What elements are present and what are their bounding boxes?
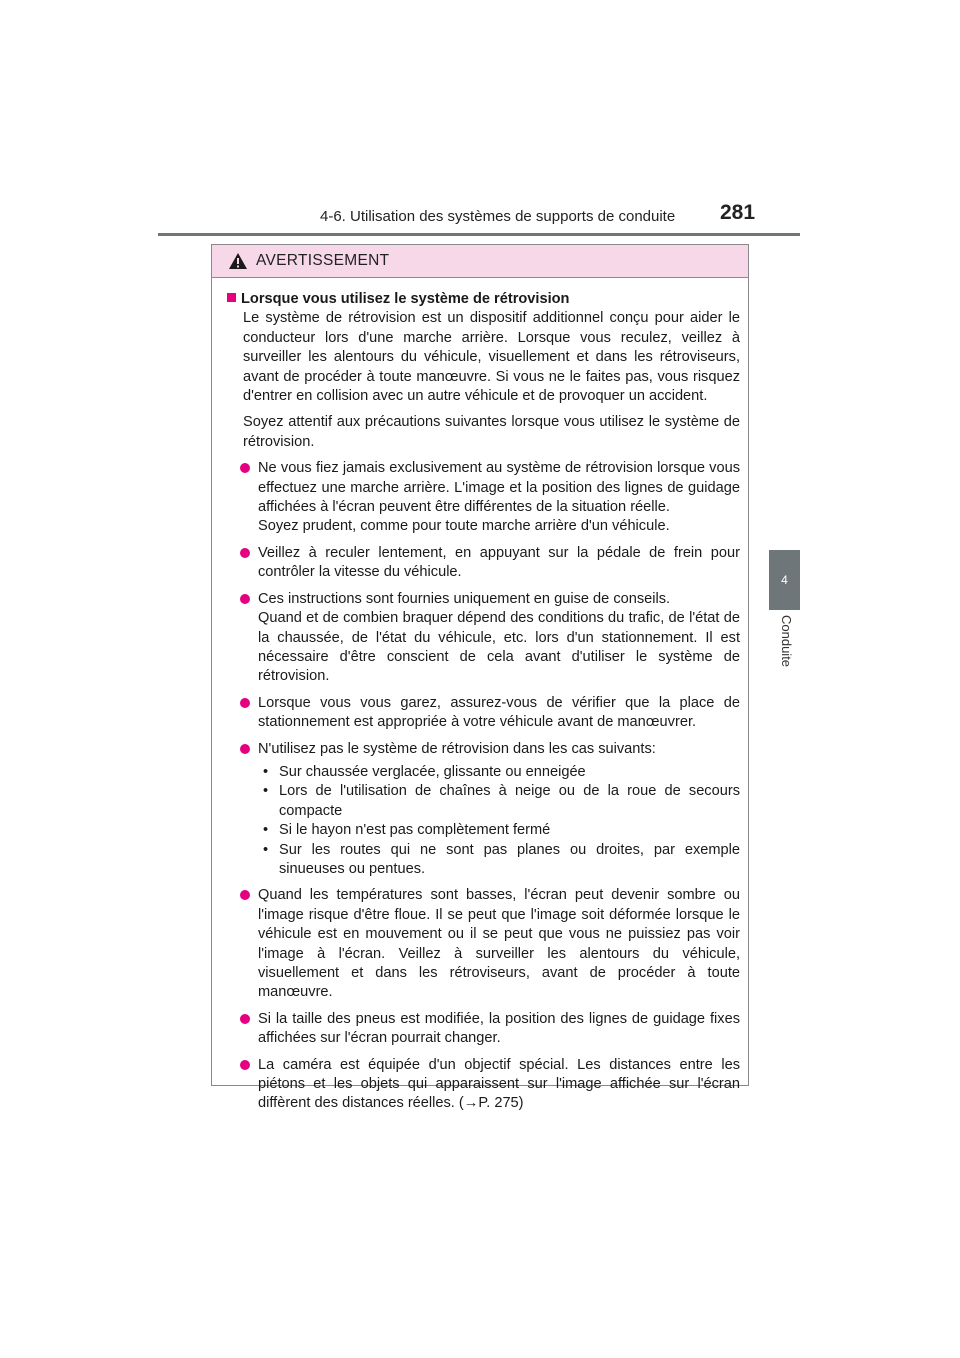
list-item [227,459,740,537]
sub-list-item-text: Sur chaussée verglacée, glissante ou enneigée [279,763,586,780]
list-item-text: Ces instructions sont fournies uniquement en guise de conseils. [258,590,671,607]
list-item-text: Si la taille des pneus est modifiée, la position des lignes de guidage fixes affichées sur l'écran pourrait changer. [258,1010,740,1047]
list-item [227,590,740,687]
list-item [227,740,740,880]
list-item-text: Ne vous fiez jamais exclusivement au système de rétrovision lorsque vous effectuez une marche arrière. L'image et la position des lignes de guidage affichées à l'écran peuvent être différentes de la situation réelle. [258,460,740,516]
list-item [227,1010,740,1049]
header-rule [158,233,800,236]
chapter-tab [769,550,800,610]
paragraph-group [227,309,740,452]
circle-bullet-icon [240,548,250,558]
sub-list [258,763,740,879]
circle-bullet-icon [240,1060,250,1070]
header-section-title: 4-6. Utilisation des systèmes de supports de conduite [320,208,676,225]
chapter-number: 4 [781,573,788,587]
bullet-list [227,459,740,1114]
page-number: 281 [720,201,756,224]
section-title-text: Lorsque vous utilisez le système de rétrovision [241,291,570,307]
warning-box [211,244,749,1112]
list-item-text: Veillez à reculer lentement, en appuyant sur la pédale de frein pour contrôler la vitesse du véhicule. [258,544,740,581]
list-item-text: Lorsque vous vous garez, assurez-vous de vérifier que la place de stationnement est appropriée à votre véhicule avant de manœuvrer. [258,694,740,731]
dot-bullet-icon: • [263,841,269,858]
warning-section-title [227,290,740,309]
dot-bullet-icon: • [263,763,269,780]
sub-list-item [227,841,740,880]
list-item-text: Quand les températures sont basses, l'écran peut devenir sombre ou l'image risque d'être floue. Il se peut que l'image soit déformée lorsque le véhicule est en mouvement ou il se peut que vous ne puissiez pas voir l'image à l'écran. Veillez à surveiller les alentours du véhicule, visuellement et dans les rétroviseurs, avant de procéder à toute manœuvre. [258,887,740,1001]
circle-bullet-icon [240,1014,250,1024]
list-item-text: La caméra est équipée d'un objectif spécial. Les distances entre les piétons et les objets qui apparaissent sur l'image affichée sur l'écran diffèrent des distances réelles. (→P. 275) [258,1056,740,1112]
list-item [227,544,740,583]
warning-label: AVERTISSEMENT [256,252,390,269]
list-item [227,1056,740,1114]
circle-bullet-icon [240,698,250,708]
circle-bullet-icon [240,890,250,900]
dot-bullet-icon: • [263,783,269,800]
circle-bullet-icon [240,594,250,604]
list-item [227,694,740,733]
sub-list-item-text: Sur les routes qui ne sont pas planes ou droites, par exemple sinueuses ou pentues. [279,841,740,877]
warning-header [212,245,748,278]
sub-list-item-text: Si le hayon n'est pas complètement fermé [279,822,551,839]
sub-list-item [227,763,740,782]
list-item-text: Soyez prudent, comme pour toute marche arrière d'un véhicule. [258,518,670,535]
sub-list-item-text: Lors de l'utilisation de chaînes à neige ou de la roue de secours compacte [279,783,740,819]
warning-paragraph: Soyez attentif aux précautions suivantes lorsque vous utilisez le système de rétrovision. [243,414,740,450]
circle-bullet-icon [240,463,250,473]
circle-bullet-icon [240,744,250,754]
sub-list-item [227,782,740,821]
list-item-text: N'utilisez pas le système de rétrovision dans les cas suivants: [258,740,656,757]
dot-bullet-icon: • [263,822,269,839]
warning-content [212,278,748,1114]
square-bullet-icon [227,293,236,302]
warning-triangle-icon [228,252,248,270]
warning-paragraph: Le système de rétrovision est un dispositif additionnel conçu pour aider le conducteur lors d'une marche arrière. Lorsque vous reculez, veillez à surveiller les alentours du véhicule, visuellement et dans les rétroviseurs, avant de procéder à toute manœuvre. Si vous ne le faites pas, vous risquez d'entrer en collision avec un autre véhicule et de provoquer un accident. [243,310,740,405]
list-item-text: Quand et de combien braquer dépend des conditions du trafic, de l'état de la chaussée, de l'état du véhicule, etc. lors d'un stationnement. Il est nécessaire d'être conscient de cela avant d'utiliser le système de rétrovision. [258,610,740,685]
list-item [227,886,740,1002]
sub-list-item [227,821,740,840]
chapter-label: Conduite [779,615,794,668]
